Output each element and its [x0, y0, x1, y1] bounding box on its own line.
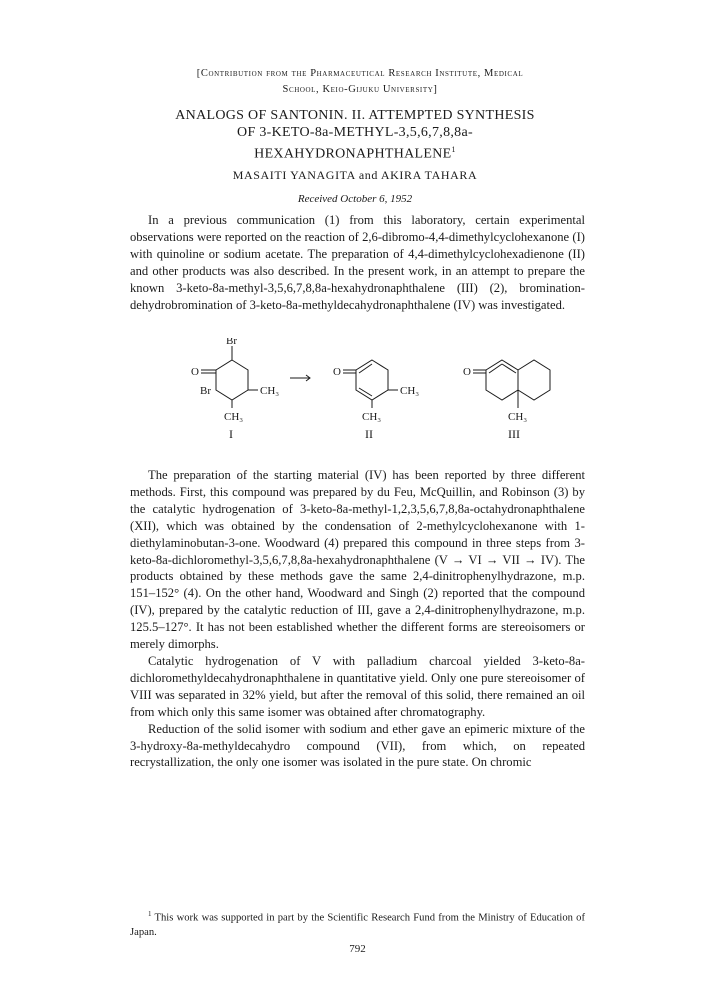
- footnote: [130, 907, 585, 940]
- reaction-scheme: [160, 338, 560, 450]
- paragraph-intro: [130, 212, 585, 313]
- footnote-mark: 1: [148, 910, 152, 918]
- compound-III-ring-a: [486, 360, 518, 400]
- compound-I-ch3-side: CH₃: [260, 385, 280, 397]
- contribution-line-1: [Contribution from the Pharmaceutical Research Institute, Medical: [196, 68, 524, 79]
- paragraph-4: Reduction of the solid isomer with sodium and ether gave an epimeric mixture of the 3-hydroxy-8a-methyldecahydro compound (VII), from which, on repeated recrystallization, the only one isomer was isolated in the pure state. On chromic: [130, 721, 585, 770]
- compound-II-oxygen: O: [333, 366, 341, 378]
- article-title: [130, 107, 580, 163]
- compound-I-ring: [216, 360, 248, 400]
- authors: MASAITI YANAGITA and AKIRA TAHARA: [232, 168, 478, 182]
- compound-I-label: I: [229, 427, 233, 441]
- title-footnote-mark: 1: [451, 145, 456, 154]
- compound-I-ch3-bottom: CH₃: [224, 411, 244, 423]
- compound-III-label: III: [508, 427, 520, 441]
- page-number: 792: [349, 943, 366, 955]
- contribution-line-2: School, Keio-Gijuku University]: [282, 84, 438, 95]
- title-line-1: ANALOGS OF SANTONIN. II. ATTEMPTED SYNTHESIS: [175, 108, 535, 123]
- compound-II-ch3-bottom: CH₃: [362, 411, 382, 423]
- title-line-3: HEXAHYDRONAPHTHALENE: [254, 146, 452, 162]
- compound-III-ch3-bottom: CH₃: [508, 411, 528, 423]
- compound-I-br-top: Br: [226, 338, 237, 347]
- compound-II-label: II: [365, 427, 373, 441]
- compound-II-ring: [356, 360, 388, 400]
- body-text: [130, 467, 585, 771]
- reaction-scheme-svg: [160, 338, 560, 450]
- compound-I-oxygen: O: [191, 366, 199, 378]
- compound-II-ch3-side: CH₃: [400, 385, 420, 397]
- compound-I-br-left: Br: [200, 385, 211, 397]
- footnote-text: This work was supported in part by the Scientific Research Fund from the Ministry of Education of Japan.: [130, 912, 585, 938]
- title-line-2: OF 3-KETO-8a-METHYL-3,5,6,7,8,8a-: [237, 125, 473, 140]
- paragraph-3: Catalytic hydrogenation of V with palladium charcoal yielded 3-keto-8a-dichloromethyldecahydronaphthalene in quantitative yield. Only one pure stereoisomer of VIII was separated in 32% yield, but after the removal of this solid, there remained an oil from which only this same isomer was obtained after chromatography.: [130, 653, 585, 719]
- compound-III-ring-b: [518, 360, 550, 400]
- paragraph-2: The preparation of the starting material (IV) has been reported by three different methods. First, this compound was prepared by du Feu, McQuillin, and Robinson (3) by the catalytic hydrogenation of 3-keto-8a-methyl-1,2,3,5,6,7,8,8a-octahydronaphthalene (XII), which was obtained by the condensation of 2-methylcyclohexanone with 1-diethylaminobutan-3-one. Woodward (4) prepared this compound in three steps from 3-keto-8a-dichloromethyl-3,5,6,7,8,8a-hexahydronaphthalene (V → VI → VII → IV). The products obtained by these methods gave the same 2,4-dinitrophenylhydrazone, m.p. 151–152° (4). On the other hand, Woodward and Singh (2) reported that the compound (IV), prepared by the catalytic reduction of III, gave a 2,4-dinitrophenylhydrazone, m.p. 125.5–127°. It has not been established whether the different forms are stereoisomers or merely dimorphs.: [130, 468, 585, 652]
- contribution-header: [140, 66, 580, 98]
- paragraph-1: In a previous communication (1) from this laboratory, certain experimental observations were reported on the reaction of 2,6-dibromo-4,4-dimethylcyclohexanone (I) with quinoline or sodium acetate. The preparation of 4,4-dimethylcyclohexadienone (II) and other products was also described. In the present work, in an attempt to prepare the known 3-keto-8a-methyl-3,5,6,7,8,8a-hexahydronaphthalene (III) (2), bromination-dehydrobromination of 3-keto-8a-methyldecahydronaphthalene (IV) was investigated.: [130, 213, 585, 312]
- compound-III-oxygen: O: [463, 366, 471, 378]
- received-date: Received October 6, 1952: [297, 193, 413, 205]
